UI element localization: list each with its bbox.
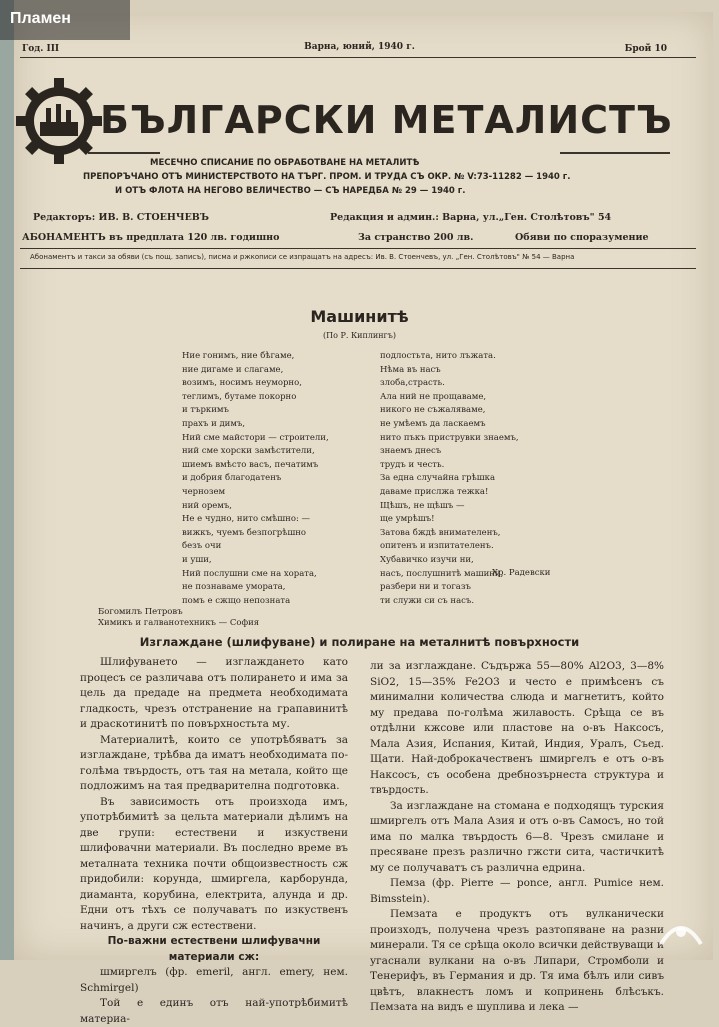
poem-line: За една случайна грѣшка [380, 473, 496, 484]
poem-line: ще умрѣшъ! [380, 514, 435, 525]
poem-subtitle: (По Р. Киплингъ) [323, 331, 396, 340]
article-paragraph: Шлифуването — изглаждането като процесъ се различава отъ полирането и има за цель да предаде на предмета необходимата гладкость, чрезъ отстранение на грапавинитѣ и драскотинитѣ по повърхностьта му. [80, 656, 348, 730]
article-author-title: Химикъ и галванотехникъ — София [98, 618, 260, 628]
poem-line: и добрия благодатенъ [182, 473, 282, 484]
editor-line: Редакторъ: ИВ. В. СТОЕНЧЕВЪ [33, 212, 209, 223]
poem-line: чернозем [182, 486, 226, 497]
binding-edge [0, 0, 14, 960]
subtitle-fleet: И ОТЪ ФЛОТА НА НЕГОВО ВЕЛИЧЕСТВО — СЪ НАРЕДБА № 29 — 1940 г. [115, 186, 466, 196]
poem-line: нито пъкъ приструвки знаемъ, [380, 432, 519, 443]
rule-notice-top [20, 248, 696, 249]
poem-line: Ний послушни сме на хората, [182, 568, 317, 579]
article-paragraph: Той е единъ отъ най-употрѣбимитѣ материа- [80, 997, 348, 1025]
poem-line: Затова бждѣ внимателенъ, [380, 527, 501, 538]
section-heading: По-важни естествени шлифувачни материали сж: [107, 935, 321, 963]
poem-line: возимъ, носимъ неуморно, [182, 378, 302, 389]
issue-number: Брой 10 [624, 44, 667, 54]
rule-notice-bottom [20, 268, 696, 269]
article-author: Богомилъ Петровъ [98, 607, 183, 617]
poem-line: никого не съжаляваме, [380, 405, 486, 416]
poem-line: Ала ний не прощаваме, [380, 391, 487, 402]
poem-line: ний сме хорски замѣстители, [182, 446, 315, 457]
poem-line: помъ е сжщо непозната [182, 595, 291, 606]
poem-line: ние дигаме и слагаме, [182, 364, 284, 375]
poem-line: Хубавичко изучи ни, [380, 554, 474, 565]
poem-line: Ние гонимъ, ние бѣгаме, [182, 351, 295, 361]
address-notice: Абонаментъ и такси за обяви (съ пощ. записъ), писма и ржкописи се изпращатъ на адресъ: Ив. В. Стоенчевъ, ул. „Ген. Столѣтовъ" № 54 — Варна [30, 253, 575, 261]
poem-line: опитенъ и изпитателенъ. [380, 541, 494, 552]
poem-line: насъ, послушнитѣ машини, [380, 568, 504, 579]
article-paragraph: Материалитѣ, които се употрѣбяватъ за изглаждане, трѣбва да иматъ необходимата по-голѣма твърдость, отъ тая на метала, който ще подложимъ на тая предварителна подготовка. [80, 733, 348, 792]
subtitle-monthly: МЕСЕЧНО СПИСАНИЕ ПО ОБРАБОТВАНЕ НА МЕТАЛИТѢ [150, 158, 420, 168]
poem-line: не умѣемъ да ласкаемъ [380, 418, 486, 429]
poem-line: подлостьта, нито лъжата. [380, 351, 496, 361]
poem-line: трудъ и честь. [380, 459, 445, 470]
poem-line: теглимъ, бутаме покорно [182, 391, 297, 402]
uploader-label: Пламен [0, 0, 130, 40]
poem-line: ти служи си съ насъ. [380, 595, 475, 606]
poem-line: безъ очи [182, 541, 222, 552]
poem-line: Щѣшъ, не щѣшъ — [380, 500, 465, 511]
article-left-column [80, 655, 348, 1027]
subscription-line: АБОНАМЕНТЪ въ предплата 120 лв. годишно [22, 232, 280, 243]
place-date: Варна, юний, 1940 г. [304, 42, 415, 52]
poem-title: Машинитѣ [310, 307, 409, 326]
poem-line: злоба,страсть. [380, 378, 445, 389]
rule-top [20, 57, 696, 58]
poem-line: Не е чудно, нито смѣшно: — [182, 514, 311, 525]
poem-line: знаемъ днесъ [380, 446, 442, 457]
article-paragraph: За изглаждане на стомана е подходящъ турския шмиргелъ отъ Мала Азия и отъ о-въ Самосъ, но той има по малка твърдость 6—8. Чрезъ смилане и пресяване презъ различно гжсти сита, частичкитѣ му се получаватъ съ различна едрина. [370, 799, 664, 874]
poem-line: вижкъ, чуемъ безпогрѣшно [182, 527, 307, 538]
watermark-logo-icon [651, 910, 711, 950]
article-paragraph: Въ зависимость отъ произхода имъ, употрѣбимитѣ за цельта материали дѣлимъ на две групи: естествени и изкуствени шлифовачни материали. Въ последно време въ металната техника почти общоизвестность сж придобили: корунда, шмиргела, карборунда, диаманта, корубина, електрита, алунда и др. Едни отъ тѣхъ се получаватъ по изкуственъ начинъ, а други сж естествени. [80, 795, 348, 932]
poem-author: Хр. Радевски [492, 568, 551, 578]
masthead-title: БЪЛГАРСКИ МЕТАЛИСТЪ [100, 98, 673, 142]
article-paragraph: ли за изглаждане. Съдържа 55—80% Al2O3, 3—8% SiO2, 15—35% Fe2O3 и често е примѣсенъ съ минимални количества слюда и магнетитъ, който му предава по-голѣма жилавость. Срѣща се въ отдѣлни кжсове или пластове на о-въ Наксосъ, Мала Азия, Испания, Китай, Индия, Уралъ, Съед. Щати. Най-доброкачественъ шмиргелъ е отъ о-въ Наксосъ, съ особена дребнозърнеста структура и твърдость. [370, 660, 664, 796]
ads-terms: Обяви по споразумение [515, 232, 649, 243]
abroad-price: За странство 200 лв. [358, 232, 474, 243]
admin-line: Редакция и админ.: Варна, ул.„Ген. Столѣтовъ" 54 [330, 212, 612, 223]
poem-line: прахъ и димъ, [182, 418, 246, 429]
volume-label: Год. III [22, 44, 60, 54]
poem-line: шиемъ вмѣсто васъ, печатимъ [182, 459, 319, 470]
article-paragraph: шмиргелъ (фр. emeril, англ. emery, нем. Schmirgel) [80, 966, 348, 994]
poem-left-column [182, 350, 329, 608]
article-paragraph: Пемзата е продуктъ отъ вулканически произходъ, получена чрезъ разтопяване на разни минерали. Тя се срѣща около всички действуващи и угаснали вулкани на о-въ Липари, Стромболи и Тенерифъ, въ Германия и др. Тя има бѣлъ или сивъ цвѣтъ, влакнестъ ломъ и копринень блѣсъкъ. Пемзата на видъ е шуплива и лека — [370, 908, 664, 1013]
poem-line: и търкимъ [182, 405, 229, 416]
article-title: Изглаждане (шлифуване) и полиране на металнитѣ повърхности [139, 635, 580, 649]
poem-line: разбери ни и тогазъ [380, 582, 471, 593]
poem-line: Нѣма въ насъ [380, 364, 441, 375]
subtitle-ministry: ПРЕПОРЪЧАНО ОТЪ МИНИСТЕРСТВОТО НА ТЪРГ. ПРОМ. И ТРУДА СЪ ОКР. № V:73-11282 — 1940 г. [83, 172, 571, 182]
article-paragraph: Пемза (фр. Pierre — ponce, англ. Pumice нем. Bimsstein). [370, 877, 664, 905]
rule-title-right [560, 152, 670, 154]
poem-line: не познаваме умората, [182, 582, 286, 593]
poem-line: и уши, [182, 554, 212, 565]
rule-title-left [88, 152, 160, 154]
article-right-column [370, 659, 664, 1016]
poem-line: даваме прислжа тежка! [380, 486, 489, 497]
poem-line: Ний сме майстори — строители, [182, 432, 329, 443]
poem-line: ний оремъ, [182, 500, 233, 511]
